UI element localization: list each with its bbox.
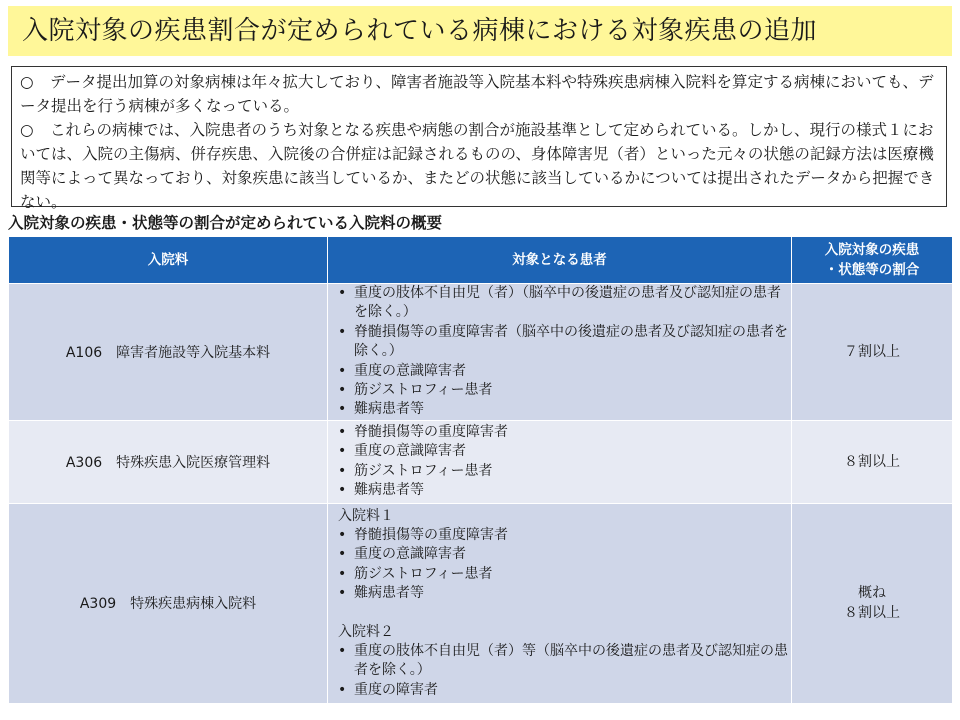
patients-cell bbox=[328, 284, 792, 421]
fee-name: 特殊疾患入院医療管理料 bbox=[116, 454, 271, 471]
patient-item: • 難病患者等 bbox=[338, 481, 791, 500]
table-header-row bbox=[9, 237, 953, 284]
table-row bbox=[9, 420, 953, 503]
summary-point bbox=[20, 70, 938, 118]
table-row bbox=[9, 284, 953, 421]
patients-cell bbox=[328, 420, 792, 503]
ratio-value: ７割以上 bbox=[844, 343, 900, 360]
page-title: 入院対象の疾患割合が定められている病棟における対象疾患の追加 bbox=[22, 16, 818, 46]
summary-point bbox=[20, 118, 938, 214]
patient-item: • 重度の肢体不自由児（者）等（脳卒中の後遺症の患者及び認知症の患者を除く。） bbox=[338, 642, 791, 681]
patient-item: • 脊髄損傷等の重度障害者 bbox=[338, 423, 791, 442]
patient-item: • 重度の障害者 bbox=[338, 681, 791, 700]
table-row bbox=[9, 503, 953, 703]
patient-item: • 筋ジストロフィー患者 bbox=[338, 565, 791, 584]
header-patients: 対象となる患者 bbox=[328, 237, 792, 284]
circle-bullet-icon: ○ bbox=[20, 73, 34, 91]
ratio-cell bbox=[792, 284, 953, 421]
patient-list bbox=[338, 642, 791, 700]
patient-item: • 脊髄損傷等の重度障害者 bbox=[338, 526, 791, 545]
patient-list bbox=[338, 526, 791, 604]
ratio-cell bbox=[792, 420, 953, 503]
patient-item: • 重度の意識障害者 bbox=[338, 362, 791, 381]
patient-item: • 重度の意識障害者 bbox=[338, 442, 791, 461]
title-banner bbox=[8, 6, 952, 56]
patient-item: • 難病患者等 bbox=[338, 400, 791, 419]
header-ratio-line: 入院対象の疾患 bbox=[824, 242, 920, 258]
fee-name: 障害者施設等入院基本料 bbox=[116, 344, 271, 361]
fee-name-cell bbox=[9, 284, 328, 421]
header-ratio-line: ・状態等の割合 bbox=[824, 262, 920, 278]
patient-item: • 脊髄損傷等の重度障害者（脳卒中の後遺症の患者及び認知症の患者を除く。） bbox=[338, 323, 791, 362]
ratio-value: ８割以上 bbox=[844, 605, 900, 622]
summary-box bbox=[11, 66, 947, 211]
patient-item: • 重度の肢体不自由児（者）（脳卒中の後遺症の患者及び認知症の患者を除く。） bbox=[338, 284, 791, 323]
ratio-value: 概ね bbox=[858, 585, 886, 602]
fee-code: A306 bbox=[65, 454, 103, 471]
fee-code: A309 bbox=[79, 596, 117, 613]
fee-code: A106 bbox=[65, 344, 103, 361]
ratio-cell bbox=[792, 503, 953, 703]
ratio-value: ８割以上 bbox=[844, 453, 900, 470]
summary-text: これらの病棟では、入院患者のうち対象となる疾患や病態の割合が施設基準として定められている。しかし、現行の様式１においては、入院の主傷病、併存疾患、入院後の合併症は記録されるものの、身体障害児（者）といった元々の状態の記録方法は医療機関等によって異なっており、対象疾患に該当しているか、またどの状態に該当しているかについては提出されたデータから把握できない。 bbox=[20, 121, 935, 211]
patient-item: • 筋ジストロフィー患者 bbox=[338, 381, 791, 400]
section-heading: 入院対象の疾患・状態等の割合が定められている入院料の概要 bbox=[8, 214, 443, 232]
fee-name-cell bbox=[9, 503, 328, 703]
patient-group-label: 入院料１ bbox=[338, 507, 394, 524]
header-ratio bbox=[792, 237, 953, 284]
patients-cell bbox=[328, 503, 792, 703]
patient-item: • 難病患者等 bbox=[338, 584, 791, 603]
fee-name: 特殊疾患病棟入院料 bbox=[130, 596, 257, 613]
patient-item: • 筋ジストロフィー患者 bbox=[338, 462, 791, 481]
header-fee: 入院料 bbox=[9, 237, 328, 284]
patient-item: • 重度の意識障害者 bbox=[338, 545, 791, 564]
patient-group-label: 入院料２ bbox=[338, 623, 394, 640]
patient-list bbox=[338, 284, 791, 420]
summary-text: データ提出加算の対象病棟は年々拡大しており、障害者施設等入院基本料や特殊疾患病棟入院料を算定する病棟においても、データ提出を行う病棟が多くなっている。 bbox=[20, 73, 934, 115]
fees-table bbox=[8, 236, 953, 704]
fee-name-cell bbox=[9, 420, 328, 503]
circle-bullet-icon: ○ bbox=[20, 121, 34, 139]
patient-list bbox=[338, 423, 791, 501]
